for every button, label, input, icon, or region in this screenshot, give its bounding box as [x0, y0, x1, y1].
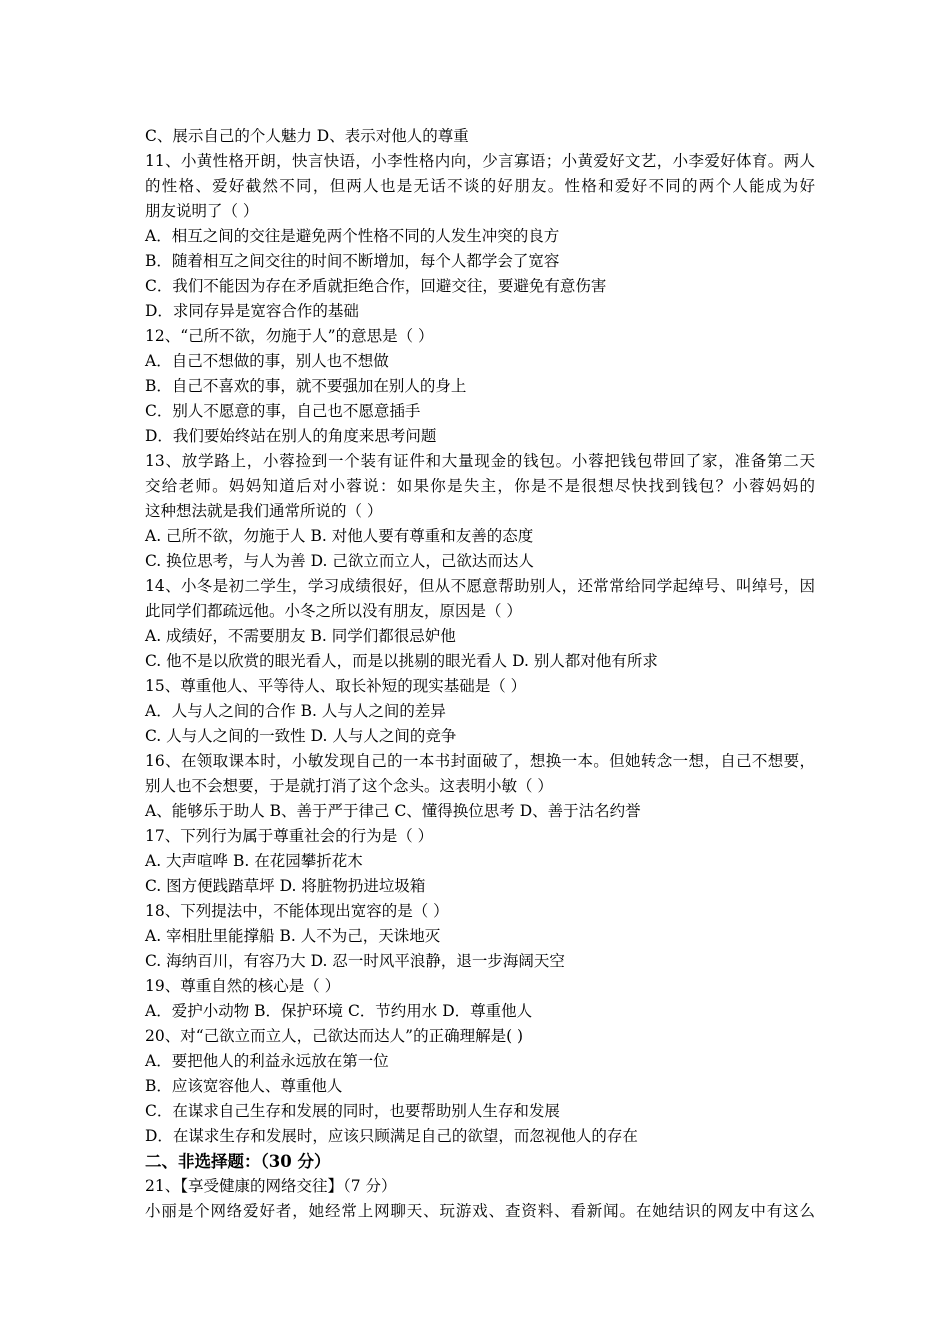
text-line: A. 成绩好，不需要朋友 B. 同学们都很忌妒他 — [145, 627, 456, 645]
text-line: 20、对“己欲立而立人，己欲达而达人”的正确理解是( ) — [145, 1027, 524, 1045]
text-line: 13、放学路上，小蓉捡到一个装有证件和大量现金的钱包。小蓉把钱包带回了家，准备第二天 — [145, 452, 815, 470]
text-line: B．随着相互之间交往的时间不断增加，每个人都学会了宽容 — [145, 252, 560, 270]
text-line: A. 己所不欲，勿施于人 B. 对他人要有尊重和友善的态度 — [145, 527, 534, 545]
text-line: 16、在领取课本时，小敏发现自己的一本书封面破了，想换一本。但她转念一想，自己不想要， — [145, 752, 815, 770]
text-line: C．我们不能因为存在矛盾就拒绝合作，回避交往，要避免有意伤害 — [145, 277, 607, 295]
text-line: 交给老师。妈妈知道后对小蓉说：如果你是失主，你是不是很想尽快找到钱包？小蓉妈妈的 — [145, 477, 815, 495]
text-line: A、能够乐于助人 B、善于严于律己 C、懂得换位思考 D、善于沽名约誉 — [145, 802, 641, 820]
text-line: A. 宰相肚里能撑船 B. 人不为己，天诛地灭 — [145, 927, 441, 945]
text-line: C．别人不愿意的事，自己也不愿意插手 — [145, 402, 421, 420]
question-21 — [145, 1174, 815, 1224]
text-line: 此同学们都疏远他。小冬之所以没有朋友，原因是（ ） — [145, 602, 522, 620]
text-line: 18、下列提法中，不能体现出宽容的是（ ） — [145, 902, 449, 920]
section-heading: 二、非选择题：（30 分） — [145, 1152, 331, 1171]
text-line: A. 大声喧哗 B. 在花园攀折花木 — [145, 852, 363, 870]
text-line: C. 海纳百川，有容乃大 D. 忍一时风平浪静，退一步海阔天空 — [145, 952, 565, 970]
text-line: C. 图方便践踏草坪 D. 将脏物扔进垃圾箱 — [145, 877, 426, 895]
text-line: D．我们要始终站在别人的角度来思考问题 — [145, 427, 437, 445]
text-line: B．自己不喜欢的事，就不要强加在别人的身上 — [145, 377, 467, 395]
document-page — [145, 124, 815, 1224]
text-line: 14、小冬是初二学生，学习成绩很好，但从不愿意帮助别人，还常常给同学起绰号、叫绰号，因 — [145, 577, 815, 595]
text-line: 17、下列行为属于尊重社会的行为是（ ） — [145, 827, 434, 845]
text-line: B．应该宽容他人、尊重他人 — [145, 1077, 343, 1095]
text-line: 12、“己所不欲，勿施于人”的意思是（ ） — [145, 327, 434, 345]
text-line: A．要把他人的利益永远放在第一位 — [145, 1052, 389, 1070]
text-line: C．在谋求自己生存和发展的同时，也要帮助别人生存和发展 — [145, 1102, 560, 1120]
text-line: C. 换位思考，与人为善 D. 己欲立而立人，己欲达而达人 — [145, 552, 534, 570]
text-line: 19、尊重自然的核心是（ ） — [145, 977, 341, 995]
text-line: 朋友说明了（ ） — [145, 202, 259, 220]
question-list — [145, 124, 815, 1149]
text-line: C. 人与人之间的一致性 D. 人与人之间的竞争 — [145, 727, 457, 745]
text-line: A．自己不想做的事，别人也不想做 — [145, 352, 389, 370]
text-line: 别人也不会想要，于是就打消了这个念头。这表明小敏（ ） — [145, 777, 553, 795]
text-line: 小丽是个网络爱好者，她经常上网聊天、玩游戏、查资料、看新闻。在她结识的网友中有这么 — [145, 1202, 815, 1220]
text-line: D．求同存异是宽容合作的基础 — [145, 302, 359, 320]
text-line: 的性格、爱好截然不同，但两人也是无话不谈的好朋友。性格和爱好不同的两个人能成为好 — [145, 177, 815, 195]
text-line: C. 他不是以欣赏的眼光看人，而是以挑剔的眼光看人 D. 别人都对他有所求 — [145, 652, 658, 670]
text-line: 11、小黄性格开朗，快言快语，小李性格内向，少言寡语；小黄爱好文艺，小李爱好体育。两人 — [145, 152, 815, 170]
text-line: A．爱护小动物 B．保护环境 C．节约用水 D．尊重他人 — [145, 1002, 533, 1020]
text-line: 21、【享受健康的网络交往】（7 分） — [145, 1177, 397, 1195]
text-line: A．人与人之间的合作 B. 人与人之间的差异 — [145, 702, 446, 720]
text-line: 15、尊重他人、平等待人、取长补短的现实基础是（ ） — [145, 677, 527, 695]
text-line: C、展示自己的个人魅力 D、表示对他人的尊重 — [145, 127, 469, 145]
text-line: A．相互之间的交往是避免两个性格不同的人发生冲突的良方 — [145, 227, 560, 245]
text-line: 这种想法就是我们通常所说的（ ） — [145, 502, 383, 520]
text-line: D．在谋求生存和发展时，应该只顾满足自己的欲望，而忽视他人的存在 — [145, 1127, 638, 1145]
